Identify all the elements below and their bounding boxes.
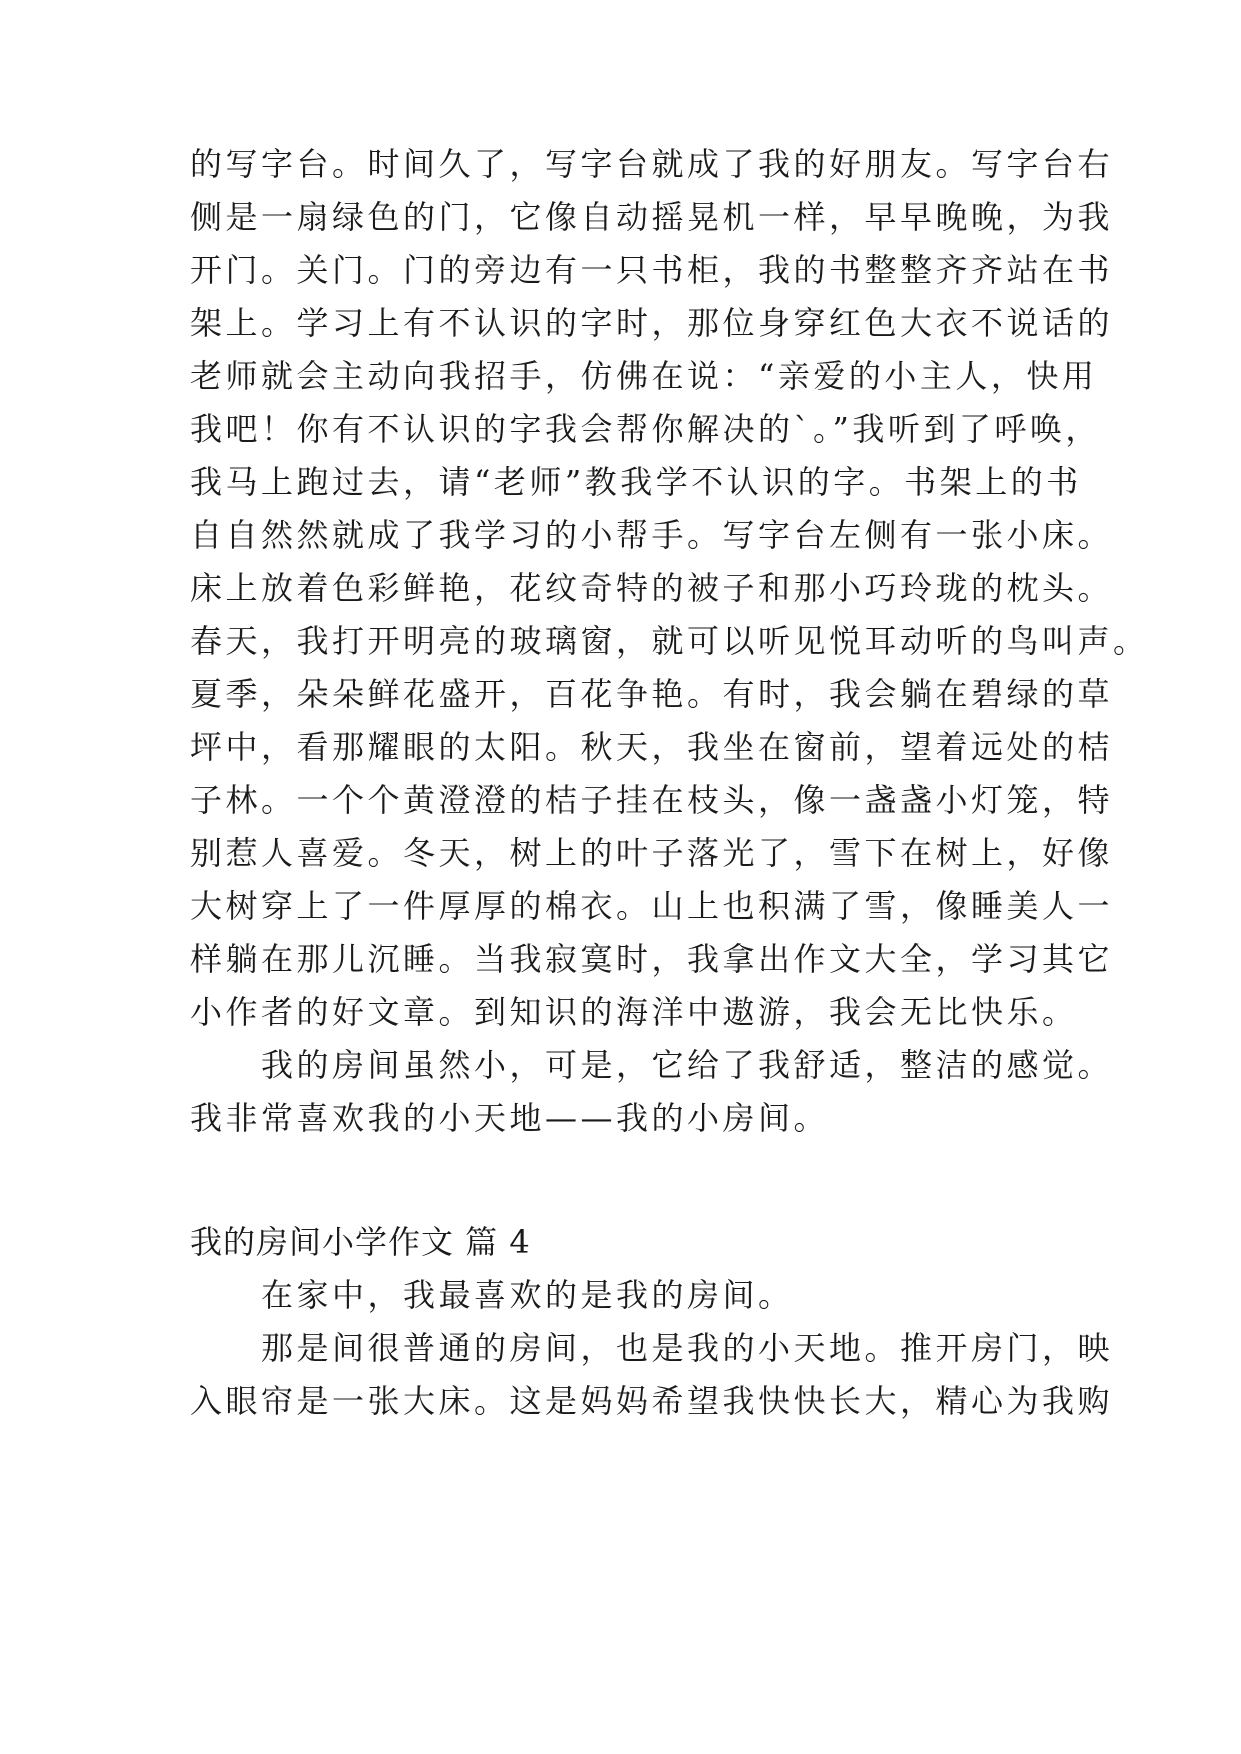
text-line: 小作者的好文章。到知识的海洋中遨游，我会无比快乐。 xyxy=(190,993,1078,1031)
text-line: 大树穿上了一件厚厚的棉衣。山上也积满了雪，像睡美人一 xyxy=(190,887,1114,925)
text-line: 坪中，看那耀眼的太阳。秋天，我坐在窗前，望着远处的桔 xyxy=(190,728,1114,766)
text-line: 入眼帘是一张大床。这是妈妈希望我快快长大，精心为我购 xyxy=(190,1382,1114,1420)
text-line: 别惹人喜爱。冬天，树上的叶子落光了，雪下在树上，好像 xyxy=(190,834,1114,872)
text-line: 自自然然就成了我学习的小帮手。写字台左侧有一张小床。 xyxy=(190,516,1114,554)
text-line: 那是间很普通的房间，也是我的小天地。推开房门，映 xyxy=(190,1329,1114,1367)
text-line: 侧是一扇绿色的门，它像自动摇晃机一样，早早晚晚，为我 xyxy=(190,198,1114,236)
text-line: 子林。一个个黄澄澄的桔子挂在枝头，像一盏盏小灯笼，特 xyxy=(190,781,1114,819)
text-line: 我马上跑过去，请“老师”教我学不认识的字。书架上的书 xyxy=(190,463,1082,501)
text-line: 架上。学习上有不认识的字时，那位身穿红色大衣不说话的 xyxy=(190,304,1114,342)
text-line: 在家中，我最喜欢的是我的房间。 xyxy=(190,1276,794,1314)
text-line: 我吧！你有不认识的字我会帮你解决的`。”我听到了呼唤， xyxy=(190,410,1101,448)
text-line: 的写字台。时间久了，写字台就成了我的好朋友。写字台右 xyxy=(190,145,1114,183)
text-line: 样躺在那儿沉睡。当我寂寞时，我拿出作文大全，学习其它 xyxy=(190,940,1114,978)
text-line: 我的房间虽然小，可是，它给了我舒适，整洁的感觉。 xyxy=(190,1046,1114,1084)
text-line: 春天，我打开明亮的玻璃窗，就可以听见悦耳动听的鸟叫声。 xyxy=(190,622,1149,660)
text-line: 我非常喜欢我的小天地——我的小房间。 xyxy=(190,1099,830,1137)
section-heading: 我的房间小学作文 篇 4 xyxy=(190,1223,531,1261)
text-line: 开门。关门。门的旁边有一只书柜，我的书整整齐齐站在书 xyxy=(190,251,1114,289)
text-line: 夏季，朵朵鲜花盛开，百花争艳。有时，我会躺在碧绿的草 xyxy=(190,675,1114,713)
text-line: 床上放着色彩鲜艳，花纹奇特的被子和那小巧玲珑的枕头。 xyxy=(190,569,1114,607)
text-line: 老师就会主动向我招手，仿佛在说：“亲爱的小主人，快用 xyxy=(190,357,1098,395)
